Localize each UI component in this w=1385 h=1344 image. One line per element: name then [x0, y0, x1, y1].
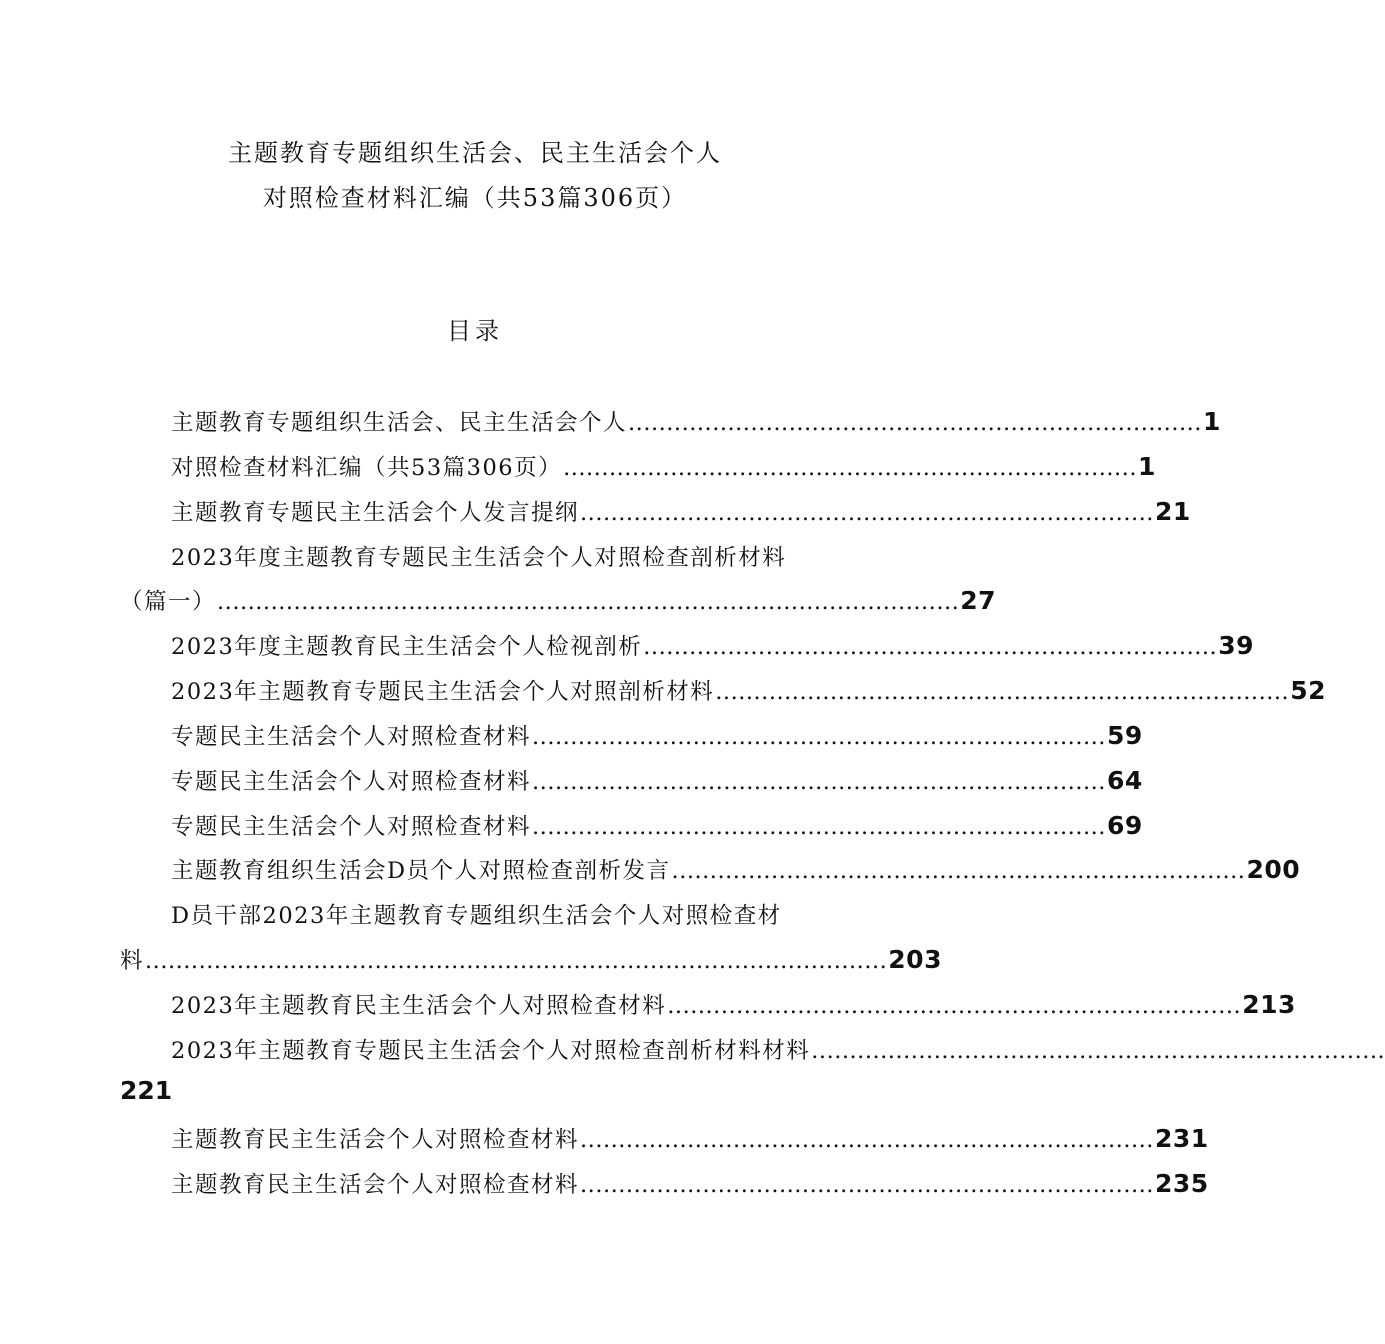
toc-entry-title: 专题民主生活会个人对照检查材料	[171, 724, 532, 750]
toc-entry-continuation[interactable]	[120, 584, 997, 618]
dot-leader: ...........................................................................	[532, 769, 1106, 795]
toc-entry-page: 235	[1154, 1169, 1209, 1198]
toc-entry[interactable]	[120, 629, 1254, 663]
toc-entry-title: 专题民主生活会个人对照检查材料	[171, 814, 532, 840]
dot-leader: ...........................................................................	[715, 679, 1290, 705]
toc-entry-title: D员干部2023年主题教育专题组织生活会个人对照检查材	[171, 903, 782, 929]
toc-entry-page: 200	[1246, 855, 1301, 884]
toc-entry-page: 1	[1202, 407, 1221, 436]
toc-entry-title: 2023年主题教育民主生活会个人对照检查材料	[171, 993, 667, 1019]
dot-leader: ...........................................................................	[580, 1127, 1154, 1153]
dot-leader: .................................................................................................	[145, 948, 888, 974]
dot-leader: ...........................................................................	[643, 634, 1218, 660]
toc-entry-page: 69	[1106, 811, 1143, 840]
dot-leader: ...........................................................................	[532, 814, 1106, 840]
toc-entry-page: 39	[1218, 631, 1254, 660]
toc-entry-title: 专题民主生活会个人对照检查材料	[171, 769, 532, 795]
toc-entry[interactable]	[120, 405, 1221, 439]
toc-entry[interactable]	[120, 719, 1143, 753]
toc-entry[interactable]	[120, 1033, 1385, 1067]
toc-entry-page: 203	[888, 945, 942, 974]
toc-entry-title: 主题教育专题组织生活会、民主生活会个人	[171, 410, 628, 436]
toc-entry-page: 52	[1290, 676, 1326, 705]
toc-entry-continuation[interactable]	[120, 943, 942, 977]
toc-entry[interactable]	[120, 674, 1326, 708]
toc-entry[interactable]	[120, 764, 1143, 798]
dot-leader: .................................................................................................	[217, 589, 960, 615]
toc-heading: 目录	[447, 317, 503, 345]
dot-leader: ...........................................................................	[811, 1038, 1385, 1064]
toc-entry-page: 221	[120, 1076, 173, 1105]
toc-entry[interactable]	[120, 898, 822, 932]
toc-entry-title: 2023年主题教育专题民主生活会个人对照剖析材料	[171, 679, 715, 705]
toc-entry-page: 1	[1138, 452, 1156, 481]
toc-entry-title: 对照检查材料汇编（共53篇306页）	[171, 455, 563, 481]
toc-entry[interactable]	[120, 1167, 1209, 1201]
toc-entry-title: 2023年主题教育专题民主生活会个人对照检查剖析材料材料	[171, 1038, 811, 1064]
toc-entry[interactable]	[120, 495, 1191, 529]
dot-leader: ...........................................................................	[667, 993, 1242, 1019]
dot-leader: ...........................................................................	[671, 858, 1246, 884]
document-title-line-1: 主题教育专题组织生活会、民主生活会个人	[228, 139, 722, 167]
toc-entry-title-cont: 料	[120, 948, 145, 974]
toc-entry-page: 213	[1242, 990, 1296, 1019]
toc-entry-title: 主题教育民主生活会个人对照检查材料	[171, 1172, 580, 1198]
dot-leader: ...........................................................................	[563, 455, 1137, 481]
toc-entry[interactable]	[120, 540, 822, 574]
dot-leader: ...........................................................................	[628, 410, 1202, 436]
dot-leader: ...........................................................................	[532, 724, 1106, 750]
toc-entry-page: 59	[1106, 721, 1143, 750]
toc-entry-page: 21	[1154, 497, 1191, 526]
toc-entry[interactable]	[120, 1122, 1209, 1156]
dot-leader: ...........................................................................	[580, 500, 1154, 526]
document-title-line-2: 对照检查材料汇编（共53篇306页）	[262, 184, 688, 212]
toc-entry[interactable]	[120, 450, 1156, 484]
toc-entry-title: 2023年度主题教育专题民主生活会个人对照检查剖析材料	[171, 545, 787, 571]
toc-entry-page: 27	[960, 586, 997, 615]
toc-entry[interactable]	[120, 853, 1301, 887]
toc-entry-title: 2023年度主题教育民主生活会个人检视剖析	[171, 634, 643, 660]
toc-entry-title: 主题教育组织生活会D员个人对照检查剖析发言	[171, 858, 671, 884]
toc-entry-title: 主题教育专题民主生活会个人发言提纲	[171, 500, 580, 526]
toc-entry-page: 64	[1106, 766, 1143, 795]
dot-leader: ...........................................................................	[580, 1172, 1154, 1198]
toc-entry[interactable]	[120, 988, 1296, 1022]
toc-entry[interactable]	[120, 809, 1143, 843]
toc-entry-page: 231	[1154, 1124, 1209, 1153]
toc-entry-title: 主题教育民主生活会个人对照检查材料	[171, 1127, 580, 1153]
toc-entry-title-cont: （篇一）	[120, 589, 217, 615]
